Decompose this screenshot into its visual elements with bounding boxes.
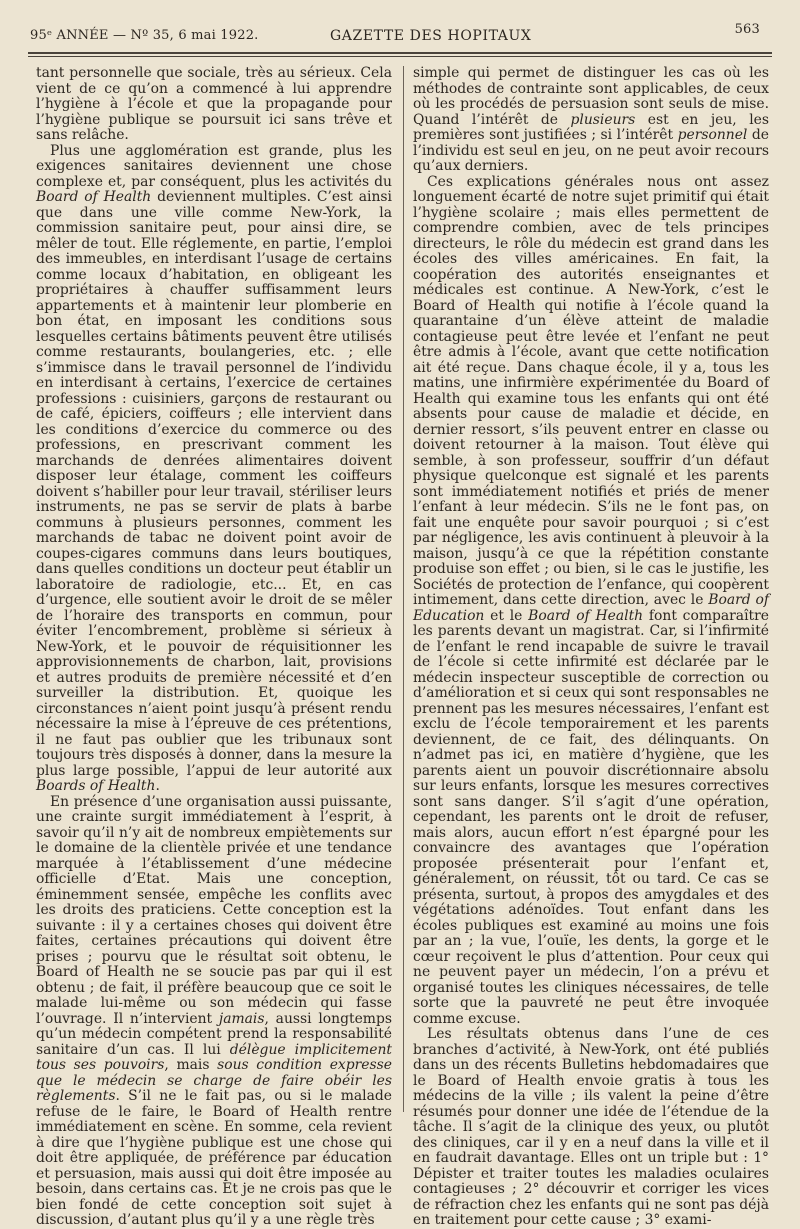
paragraph: Plus une agglomération est grande, plus les exigences sanitaires deviennent une chose complexe et, par conséquent, plus les activités du Board of Health deviennent multiples. C’est ainsi que dans une ville comme New-York, la commission sanitaire peut, pour ainsi dire, se mêler de tout. Elle réglemente, en partie, l’emploi des immeubles, en interdisant l’usage de certains comme locaux d’habitation, en obligeant les propriétaires à chauffer suffisamment leurs appartements et à maintenir leur plomberie en bon état, en imposant les conditions sous lesquelles certains bâtiments peuvent être utilisés comme restaurants, boulangeries, etc. ; elle s’immisce dans le travail personnel de l’individu en interdisant à certains, l’exercice de certaines professions : cuisiniers, garçons de restaurant ou de café, épiciers, coiffeurs ; elle intervient dans les conditions d’exercice du commerce ou des professions, en prescrivant comment les marchands de denrées alimentaires doivent disposer leur étalage, comment les coiffeurs doivent s’habiller pour leur travail, stériliser leurs instruments, ne pas se servir de plats à barbe communs à plusieurs personnes, comment les marchands de tabac ne doivent point avoir de coupes-cigares communs dans leurs boutiques, dans quelles conditions un docteur peut établir un laboratoire de radiologie, etc... Et, en cas d’urgence, elle soutient avoir le droit de se mêler de l’horaire des transports en commun, pour éviter l’encombrement, problème si sérieux à New-York, et le pouvoir de réquisitionner les approvisionnements de charbon, lait, provisions et autres produits de première nécessité et d’en surveiller la distribution. Et, quoique les circonstances n’aient point jusqu’à présent rendu nécessaire la mise à l’épreuve de ces prétentions, il ne faut pas oublier que les tribunaux sont toujours très disposés à donner, dans la mesure la plus large possible, l’appui de leur autorité aux Boards of Health.: [36, 142, 392, 794]
journal-title: GAZETTE DES HOPITAUX: [330, 28, 532, 44]
paragraph: tant personnelle que sociale, très au sérieux. Cela vient de ce qu’on a commencé à lui apprendre l’hygiène à l’école et que la propagande pour l’hygiène publique se poursuit ici sans trêve et sans relâche.: [36, 65, 392, 143]
paragraph: simple qui permet de distinguer les cas où les méthodes de contrainte sont applicables, de ceux où les procédés de persuasion sont seuls de mise. Quand l’intérêt de plusieurs est en jeu, les premières sont justifiées ; si l’intérêt personnel de l’individu est seul en jeu, on ne peut avoir recours qu’aux derniers.: [413, 65, 770, 174]
header-rule-thick: [28, 52, 772, 54]
paragraph: Ces explications générales nous ont assez longuement écarté de notre sujet primitif qui était l’hygiène scolaire ; mais elles permettent de comprendre combien, avec de tels principes directeurs, le rôle du médecin est grand dans les écoles des villes américaines. En fait, la coopération des autorités enseignantes et médicales est continue. A New-York, c’est le Board of Health qui notifie à l’école quand la quarantaine d’un élève atteint de maladie contagieuse peut être levée et l’enfant ne peut être admis à l’école, avant que cette notification ait été reçue. Dans chaque école, il y a, tous les matins, une infirmière expérimentée du Board of Health qui examine tous les enfants qui ont été absents pour cause de maladie et décide, en dernier ressort, s’ils peuvent entrer en classe ou doivent retourner à la maison. Tout élève qui semble, à son professeur, souffrir d’un défaut physique quelconque est signalé et les parents sont immédiatement notifiés et priés de mener l’enfant à leur médecin. S’ils ne le font pas, on fait une enquête pour savoir pourquoi ; si c’est par négligence, les avis continuent à pleuvoir à la maison, jusqu’à ce que la répétition constante produise son effet ; ou bien, si le cas le justifie, les Sociétés de protection de l’enfance, qui coopèrent intimement, dans cette direction, avec le Board of Education et le Board of Health font comparaître les parents devant un magistrat. Car, si l’infirmité de l’enfant le rend incapable de suivre le travail de l’école si cette infirmité est déclarée par le médecin inspecteur susceptible de correction ou d’amélioration et si ceux qui sont responsables ne prennent pas les mesures nécessaires, l’enfant est exclu de l’école temporairement et les parents deviennent, de ce fait, des délinquants. On n’admet pas ici, en matière d’hygiène, que les parents aient un pouvoir discrétionnaire absolu sur leurs enfants, lorsque les mesures correctives sont sans danger. S’il s’agit d’une opération, cependant, les parents ont le droit de refuser, mais alors, aucun effort n’est épargné pour les convaincre des avantages que l’opération proposée présenterait pour l’enfant et, généralement, on réussit, tôt ou tard. Ce cas se présenta, surtout, à propos des amygdales et des végétations adénoïdes. Tout enfant dans les écoles publiques est examiné au moins une fois par an ; la vue, l’ouïe, les dents, la gorge et le cœur reçoivent le plus d’attention. Pour ceux qui ne peuvent payer un médecin, l’on a prévu et organisé toutes les cliniques nécessaires, de telle sorte que la pauvreté ne peut être invoquée comme excuse.: [413, 173, 769, 1027]
header-rule-thin: [28, 56, 772, 57]
left-column: [36, 65, 404, 1228]
issue-info: 95ᵉ ANNÉE — Nº 35, 6 mai 1922.: [30, 28, 259, 43]
page-header: [30, 20, 760, 50]
paragraph: En présence d’une organisation aussi puissante, une crainte surgit immédiatement à l’esprit, à savoir qu’il n’y ait de nombreux empiètements sur le domaine de la clientèle privée et une tendance marquée à l’établissement d’une médecine officielle d’Etat. Mais une conception, éminemment sensée, empêche les conflits avec les droits des praticiens. Cette conception est la suivante : il y a certaines choses qui doivent être faites, certaines précautions qui doivent être prises ; pourvu que le résultat soit obtenu, le Board of Health ne se soucie pas par qui il est obtenu ; de fait, il préfère beaucoup que ce soit le malade lui-même ou son médecin qui fasse l’ouvrage. Il n’intervient jamais, aussi longtemps qu’un médecin compétent prend la responsabilité sanitaire d’un cas. Il lui délègue implicitement tous ses pouvoirs, mais sous condition expresse que le médecin se charge de faire obéir les règlements. S’il ne le fait pas, ou si le malade refuse de le faire, le Board of Health rentre immédiatement en scène. En somme, cela revient à dire que l’hygiène publique est une chose qui doit être appliquée, de préférence par éducation et persuasion, mais aussi qui doit être imposée au besoin, dans certains cas. Et je ne crois pas que le bien fondé de cette conception soit sujet à discussion, d’autant plus qu’il y a une règle très: [36, 793, 393, 1228]
paragraph: Les résultats obtenus dans l’une de ces branches d’activité, à New-York, ont été publiés dans un des récents Bulletins hebdomadaires que le Board of Health envoie gratis à tous les médecins de la ville ; ils valent la peine d’être résumés pour donner une idée de l’étendue de la tâche. Il s’agit de la clinique des yeux, ou plutôt des cliniques, car il y en a neuf dans la ville et il en faudrait davantage. Elles ont un triple but : 1° Dépister et traiter toutes les maladies oculaires contagieuses ; 2° découvrir et corriger les vices de réfraction chez les enfants qui ne sont pas déjà en traitement pour cette cause ; 3° exami-: [413, 1026, 769, 1228]
text-columns: [36, 65, 770, 1228]
right-column: [404, 65, 770, 1228]
page-number: 563: [734, 22, 760, 37]
